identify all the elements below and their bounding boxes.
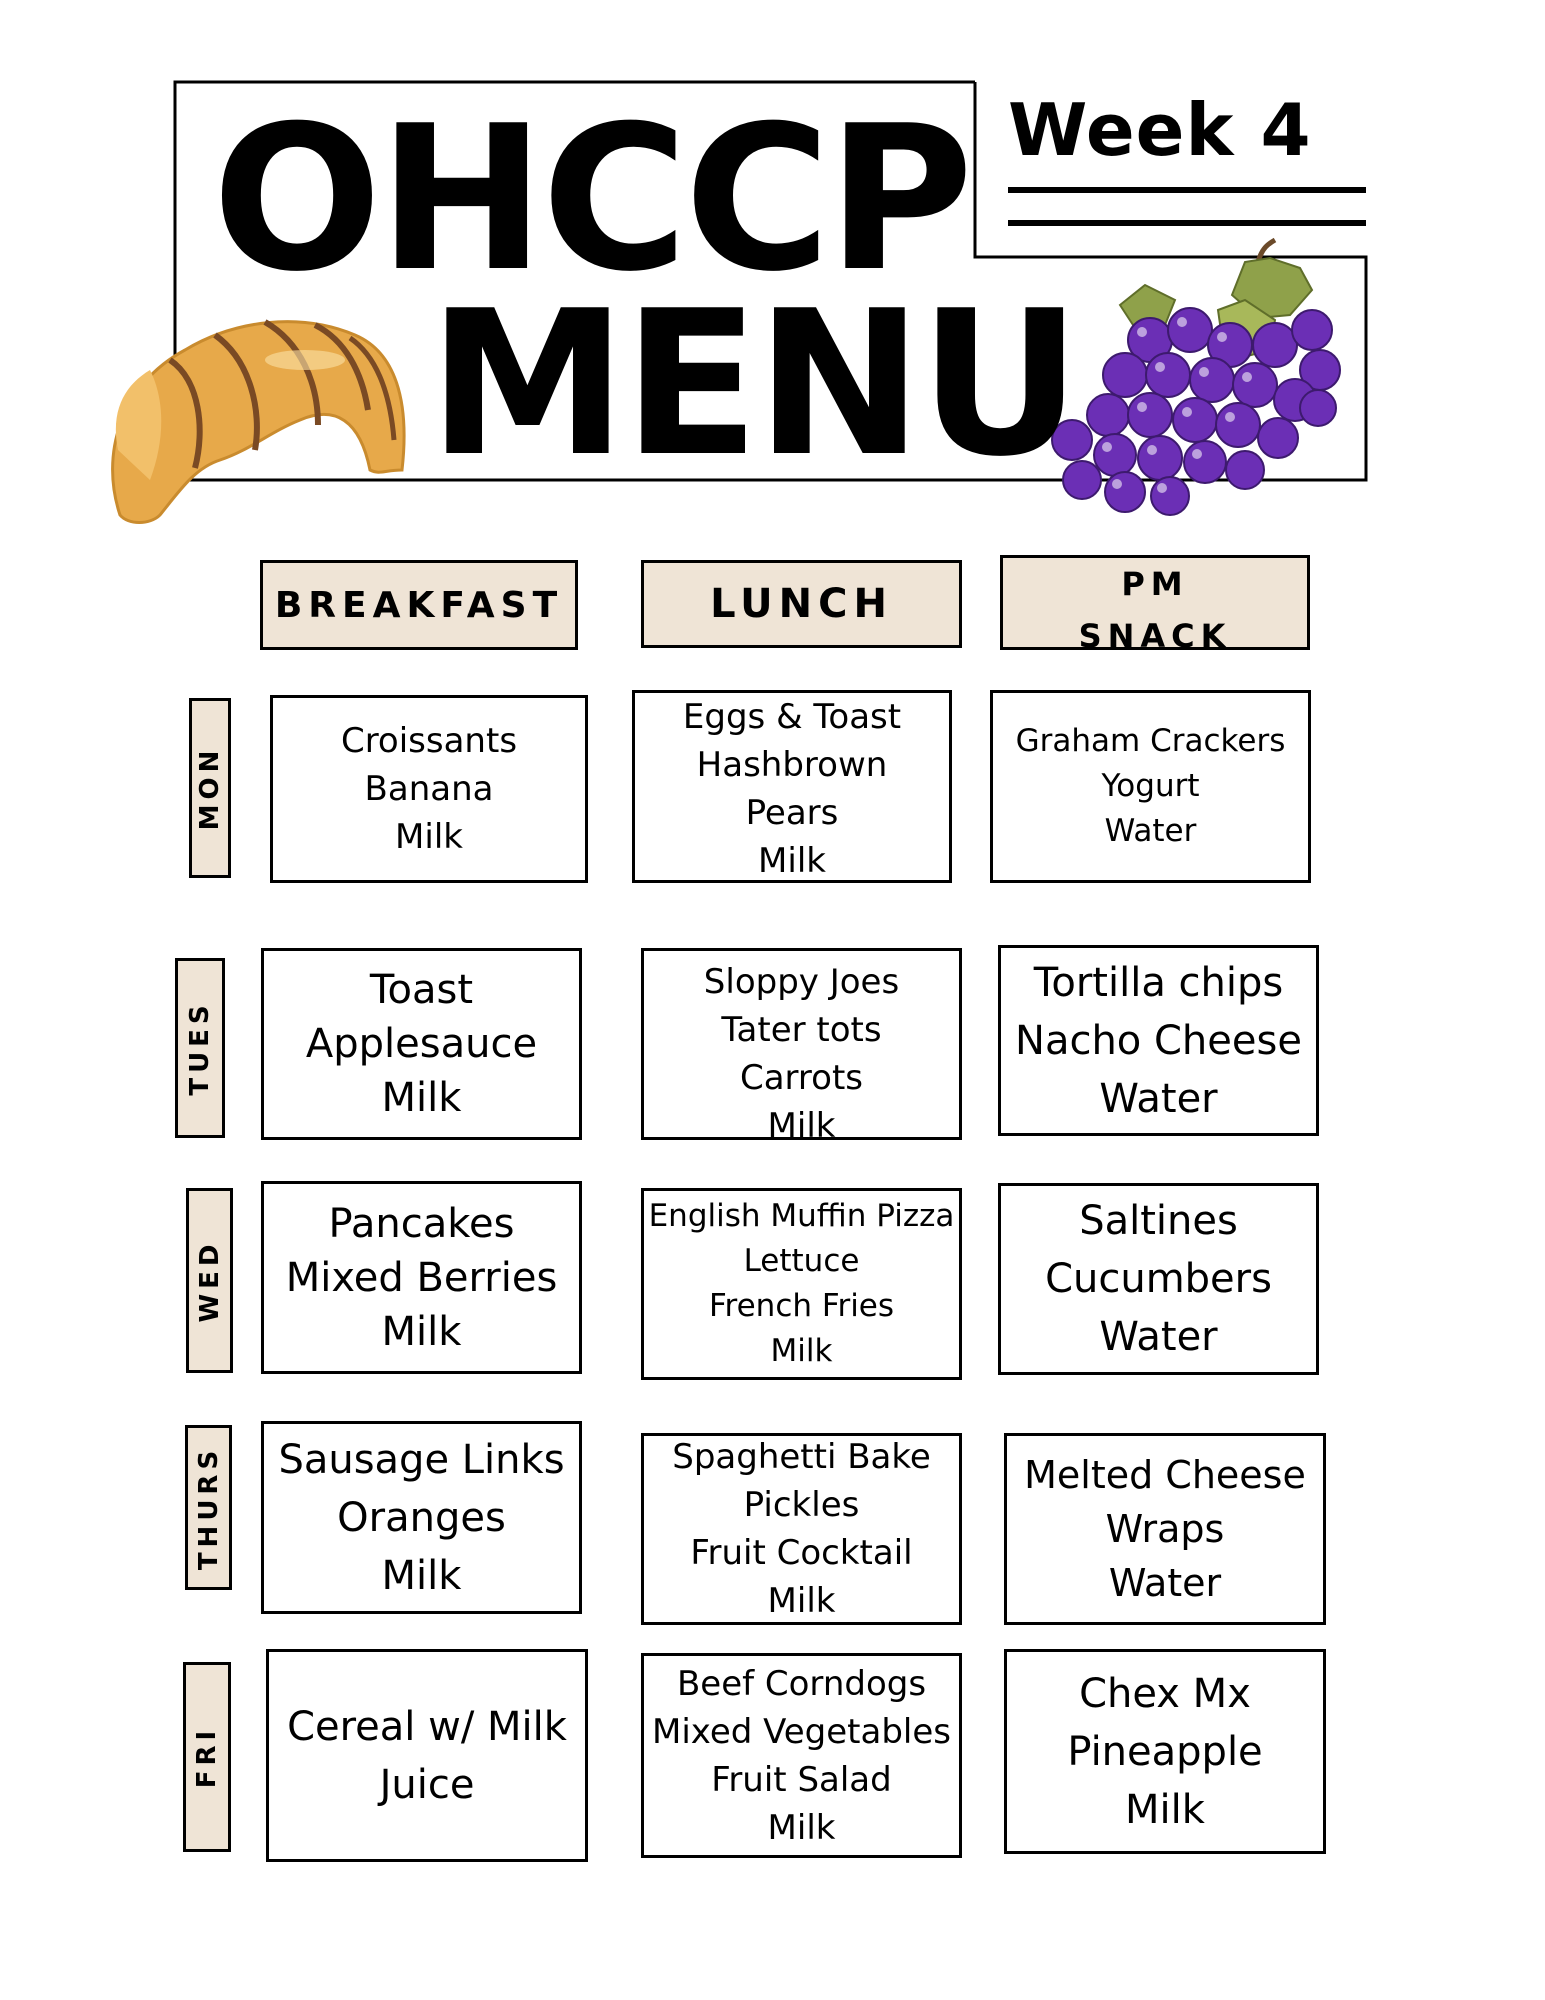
- menu-item: Hashbrown: [696, 745, 888, 785]
- menu-cell-fri-snack: [1004, 1649, 1326, 1854]
- menu-item: Sausage Links: [278, 1436, 565, 1483]
- menu-cell-wed-breakfast: [261, 1181, 582, 1374]
- menu-cell-fri-breakfast: [266, 1649, 588, 1862]
- menu-item: Milk: [395, 817, 463, 857]
- title-line-1: OHCCP: [212, 83, 970, 316]
- menu-item: Mixed Vegetables: [651, 1711, 952, 1752]
- menu-item: Tater tots: [721, 1010, 882, 1050]
- menu-item: Fruit Salad: [711, 1759, 892, 1800]
- menu-cell-thurs-snack: [1004, 1433, 1326, 1625]
- day-tab-fri: FRI: [183, 1662, 231, 1852]
- menu-item: Cucumbers: [1045, 1256, 1272, 1302]
- day-tab-thurs: THURS: [185, 1425, 232, 1590]
- menu-cell-mon-lunch: [632, 690, 952, 883]
- menu-item: Yogurt: [1101, 768, 1200, 804]
- menu-cell-tues-breakfast: [261, 948, 582, 1140]
- day-tab-wed: WED: [186, 1188, 233, 1373]
- grapes-icon: [1052, 240, 1340, 515]
- menu-item: French Fries: [708, 1288, 895, 1324]
- menu-cell-tues-snack: [998, 945, 1319, 1136]
- menu-item: Mixed Berries: [285, 1254, 558, 1301]
- menu-item: Milk: [1125, 1786, 1205, 1833]
- menu-cell-fri-lunch: [641, 1653, 962, 1858]
- menu-item: Eggs & Toast: [682, 697, 902, 737]
- menu-item: Lettuce: [743, 1243, 860, 1279]
- menu-item: Spaghetti Bake: [672, 1437, 931, 1477]
- menu-item: Nacho Cheese: [1015, 1017, 1302, 1064]
- menu-item: Juice: [379, 1761, 475, 1808]
- menu-cell-tues-lunch: [641, 948, 962, 1140]
- menu-item: Pickles: [743, 1485, 860, 1525]
- menu-item: Milk: [767, 1106, 836, 1140]
- day-tab-tues: TUES: [175, 958, 225, 1138]
- menu-cell-mon-snack: [990, 690, 1311, 883]
- column-header-pm-snack: PM SNACK: [1000, 555, 1310, 650]
- menu-item: Wraps: [1105, 1507, 1225, 1551]
- menu-item: Graham Crackers: [1015, 723, 1286, 759]
- menu-item: Pears: [745, 793, 839, 833]
- menu-item: Pineapple: [1067, 1728, 1263, 1775]
- menu-item: Oranges: [337, 1494, 506, 1541]
- menu-item: Milk: [381, 1552, 462, 1599]
- menu-item: Water: [1108, 1561, 1222, 1605]
- menu-item: Applesauce: [305, 1021, 538, 1067]
- menu-item: Sloppy Joes: [703, 962, 900, 1002]
- menu-item: Pancakes: [328, 1200, 515, 1247]
- menu-item: Melted Cheese: [1024, 1453, 1306, 1497]
- croissant-icon: [113, 322, 405, 523]
- column-header-lunch: LUNCH: [641, 560, 962, 648]
- menu-cell-mon-breakfast: [270, 695, 588, 883]
- menu-item: Carrots: [739, 1058, 864, 1098]
- menu-item: Fruit Cocktail: [690, 1533, 913, 1573]
- column-header-breakfast: BREAKFAST: [260, 560, 578, 650]
- menu-item: Milk: [767, 1807, 836, 1848]
- menu-item: Milk: [381, 1308, 462, 1355]
- menu-cell-thurs-lunch: [641, 1433, 962, 1625]
- menu-item: Croissants: [340, 721, 518, 761]
- menu-item: Water: [1104, 813, 1197, 849]
- menu-cell-thurs-breakfast: [261, 1421, 582, 1614]
- menu-item: Banana: [364, 769, 494, 809]
- menu-item: Water: [1099, 1314, 1218, 1360]
- menu-item: Chex Mx: [1079, 1670, 1251, 1717]
- title-line-2: MENU: [428, 268, 1078, 501]
- menu-item: Cereal w/ Milk: [287, 1703, 567, 1750]
- menu-cell-wed-lunch: [641, 1188, 962, 1380]
- menu-item: Tortilla chips: [1033, 959, 1284, 1006]
- menu-item: English Muffin Pizza: [648, 1198, 955, 1234]
- menu-cell-wed-snack: [998, 1183, 1319, 1375]
- menu-item: Milk: [767, 1581, 836, 1621]
- menu-item: Milk: [770, 1333, 833, 1369]
- menu-item: Toast: [369, 967, 474, 1013]
- menu-item: Water: [1099, 1075, 1218, 1122]
- menu-item: Milk: [758, 841, 826, 881]
- menu-item: Beef Corndogs: [676, 1663, 927, 1704]
- day-tab-mon: MON: [189, 698, 231, 878]
- week-label: Week 4: [1008, 88, 1312, 172]
- menu-item: Milk: [381, 1075, 462, 1121]
- menu-item: Saltines: [1079, 1198, 1238, 1244]
